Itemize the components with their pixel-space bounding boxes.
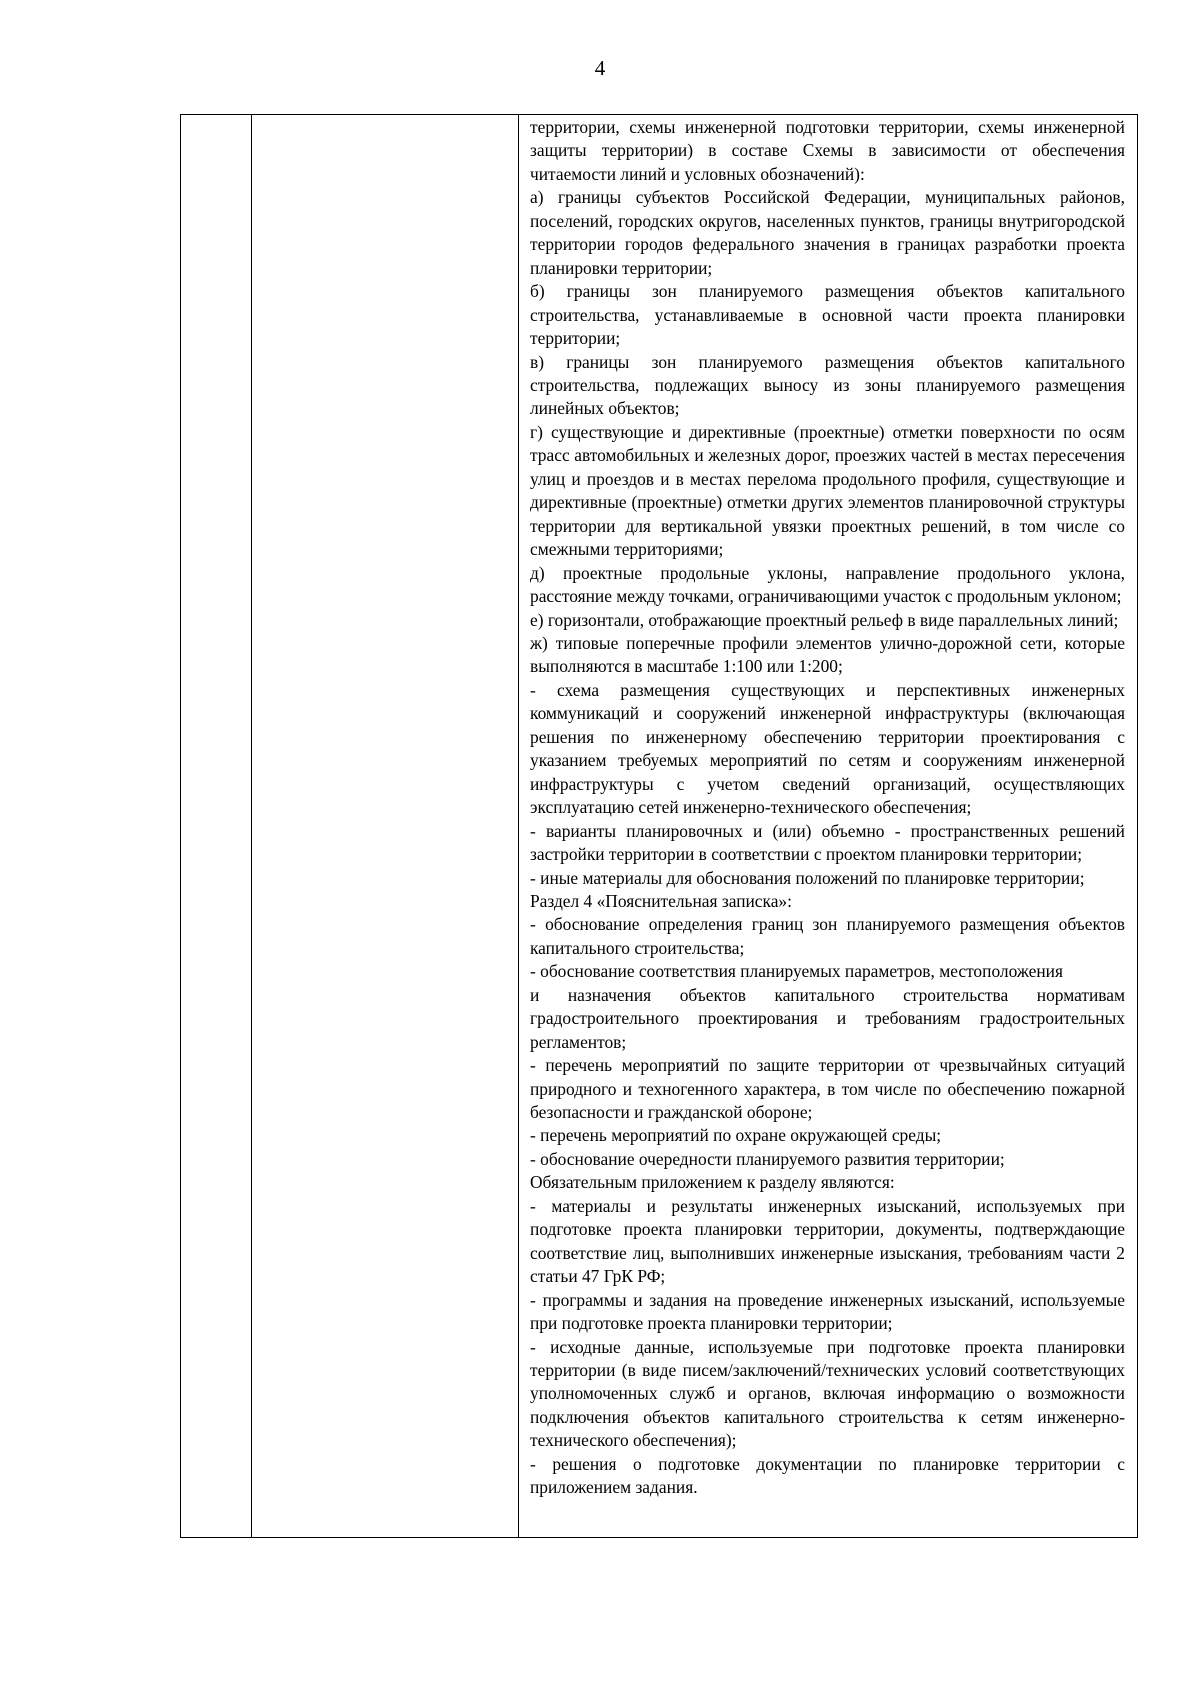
dash-item-decisions: - решения о подготовке документации по планировке территории с приложением задания. bbox=[530, 1453, 1125, 1498]
dash-item-other-materials: - иные материалы для обоснования положений по планировке территории; bbox=[530, 867, 1085, 888]
dash-item-engineering-scheme: - схема размещения существующих и перспективных инженерных коммуникаций и сооружений инженерной инфраструктуры (включающая решения по инженерному обеспечению территории проектирования с указанием требуемых мероприятий по сетям и сооружениям инженерной инфраструктуры с учетом сведений организаций, осуществляющих эксплуатацию сетей инженерно-технического обеспечения; bbox=[530, 679, 1125, 818]
content-paragraph: и назначения объектов капитального строительства нормативам градостроительного проектирования и требованиям градостроительных регламентов; bbox=[530, 984, 1125, 1052]
table-cell-name bbox=[252, 115, 519, 1537]
list-item-v: в) границы зон планируемого размещения объектов капитального строительства, подлежащих выносу из зоны планируемого размещения линейных объектов; bbox=[530, 351, 1125, 419]
content-paragraph: территории, схемы инженерной подготовки территории, схемы инженерной защиты территории) в составе Схемы в зависимости от обеспечения читаемости линий и условных обозначений): bbox=[530, 117, 1125, 184]
dash-item-parameters: - обоснование соответствия планируемых параметров, местоположения bbox=[530, 961, 1063, 982]
table-cell-number bbox=[181, 115, 252, 1537]
table-cell-content bbox=[519, 115, 1137, 1537]
list-item-zh: ж) типовые поперечные профили элементов улично-дорожной сети, которые выполняются в масштабе 1:100 или 1:200; bbox=[530, 632, 1125, 677]
document-table bbox=[180, 114, 1138, 1538]
dash-item-surveys: - материалы и результаты инженерных изысканий, используемых при подготовке проекта планировки территории, документы, подтверждающие соответствие лиц, выполнивших инженерные изыскания, требованиям части 2 статьи 47 ГрК РФ; bbox=[530, 1195, 1125, 1287]
dash-item-zone-boundaries: - обоснование определения границ зон планируемого размещения объектов капитального строительства; bbox=[530, 914, 1125, 958]
list-item-a: а) границы субъектов Российской Федерации, муниципальных районов, поселений, городских округов, населенных пунктов, границы внутригородской территории городов федерального значения в границах разработки проекта планировки территории; bbox=[530, 187, 1125, 278]
dash-item-planning-variants: - варианты планировочных и (или) объемно - пространственных решений застройки территории в соответствии с проектом планировки территории; bbox=[530, 820, 1125, 865]
dash-item-source-data: - исходные данные, используемые при подготовке проекта планировки территории (в виде писем/заключений/технических условий соответствующих уполномоченных служб и органов, включая информацию о возможности подключения объектов капитального строительства к сетям инженерно-технического обеспечения); bbox=[530, 1336, 1125, 1451]
page-number: 4 bbox=[594, 56, 606, 80]
list-item-e: е) горизонтали, отображающие проектный рельеф в виде параллельных линий; bbox=[530, 609, 1119, 630]
dash-item-sequence: - обоснование очередности планируемого развития территории; bbox=[530, 1148, 1005, 1169]
dash-item-programs: - программы и задания на проведение инженерных изысканий, используемые при подготовке проекта планировки территории; bbox=[530, 1289, 1125, 1334]
appendix-heading: Обязательным приложением к разделу являются: bbox=[530, 1172, 895, 1193]
list-item-b: б) границы зон планируемого размещения объектов капитального строительства, устанавливаемые в основной части проекта планировки территории; bbox=[530, 281, 1125, 349]
dash-item-emergency: - перечень мероприятий по защите территории от чрезвычайных ситуаций природного и техногенного характера, в том числе по обеспечению пожарной безопасности и гражданской обороне; bbox=[530, 1055, 1125, 1123]
list-item-d: д) проектные продольные уклоны, направление продольного уклона, расстояние между точками, ограничивающими участок с продольным уклоном; bbox=[530, 562, 1125, 607]
list-item-g: г) существующие и директивные (проектные) отметки поверхности по осям трасс автомобильных и железных дорог, проезжих частей в местах пересечения улиц и проездов и в местах перелома продольного профиля, существующие и директивные (проектные) отметки других элементов планировочной структуры территории для вертикальной увязки проектных решений, в том числе со смежными территориями; bbox=[530, 421, 1125, 560]
section-4-heading: Раздел 4 «Пояснительная записка»: bbox=[530, 890, 792, 911]
dash-item-environment: - перечень мероприятий по охране окружающей среды; bbox=[530, 1125, 942, 1146]
